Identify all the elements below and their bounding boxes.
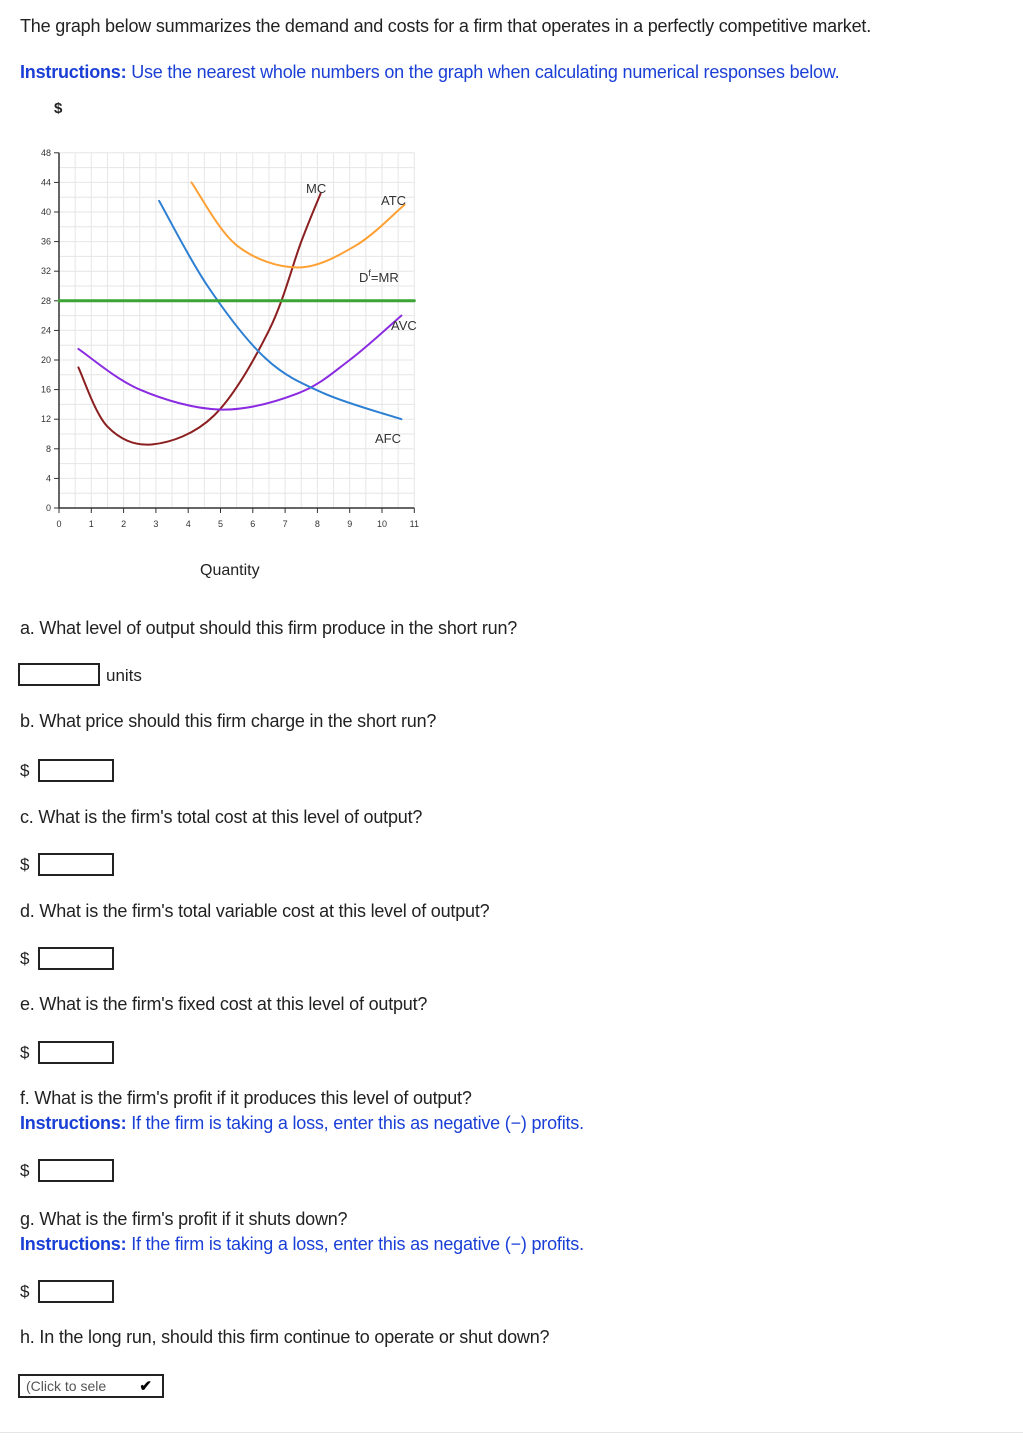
question-g-instructions-text: If the firm is taking a loss, enter this as negative (−) profits. (126, 1234, 584, 1254)
chart-axes (41, 148, 419, 529)
cost-curves-chart (0, 120, 440, 550)
dollar-sign-d: $ (20, 949, 30, 968)
question-e: e. What is the firm's fixed cost at this level of output? (20, 994, 428, 1014)
question-f-instructions-label: Instructions: (20, 1113, 127, 1133)
x-tick-label: 7 (282, 519, 288, 529)
y-tick-label: 48 (40, 147, 51, 158)
intro-text: The graph below summarizes the demand and costs for a firm that operates in a perfectly competitive market. (20, 16, 872, 36)
dollar-sign-g: $ (20, 1282, 30, 1301)
units-label: units (106, 666, 142, 685)
output-units-input[interactable] (18, 663, 100, 686)
x-tick-label: 4 (185, 519, 191, 529)
question-f-instructions-text: If the firm is taking a loss, enter this as negative (−) profits. (126, 1113, 584, 1133)
y-tick-label: 36 (40, 236, 51, 247)
x-tick-label: 3 (153, 519, 159, 529)
chart-grid (59, 153, 414, 508)
dollar-sign-f: $ (20, 1161, 30, 1180)
x-tick-label: 11 (409, 519, 419, 529)
question-g-instructions (20, 1234, 584, 1255)
y-tick-label: 20 (40, 355, 51, 365)
y-tick-label: 0 (45, 503, 51, 513)
y-tick-label: 8 (45, 443, 51, 454)
dollar-sign-c: $ (20, 855, 30, 874)
df-d: D (359, 270, 369, 285)
total-cost-input[interactable] (38, 853, 114, 876)
total-variable-cost-input[interactable] (38, 947, 114, 970)
question-g: g. What is the firm's profit if it shuts down? (20, 1209, 348, 1229)
y-tick-label: 4 (45, 473, 51, 484)
x-tick-label: 8 (314, 519, 320, 529)
question-b: b. What price should this firm charge in the short run? (20, 711, 437, 731)
mc-curve-label: MC (306, 181, 327, 196)
question-g-instructions-label: Instructions: (20, 1234, 127, 1254)
x-tick-label: 6 (250, 519, 256, 529)
afc-curve-label: AFC (375, 431, 401, 446)
df-mr: =MR (370, 270, 399, 285)
dollar-sign-e: $ (20, 1043, 30, 1062)
y-tick-label: 32 (40, 266, 51, 277)
instructions (20, 62, 839, 83)
chevron-down-icon: ✔ (139, 1378, 152, 1395)
price-input[interactable] (38, 759, 114, 782)
fixed-cost-input[interactable] (38, 1041, 114, 1064)
y-tick-label: 44 (40, 177, 51, 188)
y-tick-label: 16 (40, 384, 51, 395)
y-axis-label: $ (54, 100, 63, 117)
y-tick-label: 24 (40, 325, 51, 336)
df-curve-label (359, 268, 399, 285)
df-superscript: f (368, 268, 371, 278)
long-run-decision-select[interactable] (18, 1374, 164, 1398)
instructions-label: Instructions: (20, 62, 127, 82)
question-d: d. What is the firm's total variable cost at this level of output? (20, 901, 490, 921)
x-tick-label: 5 (217, 519, 224, 529)
select-placeholder: (Click to sele (26, 1378, 107, 1394)
x-axis-label: Quantity (200, 562, 260, 579)
instructions-text: Use the nearest whole numbers on the graph when calculating numerical responses below. (126, 62, 840, 82)
avc-curve-label: AVC (391, 318, 417, 333)
afc-curve (159, 201, 401, 419)
question-f-instructions (20, 1113, 584, 1134)
page-bottom-divider (0, 1432, 1023, 1433)
y-tick-label: 12 (40, 414, 51, 425)
profit-shutdown-input[interactable] (38, 1280, 114, 1303)
question-c: c. What is the firm's total cost at this level of output? (20, 807, 423, 827)
y-tick-label: 40 (40, 207, 51, 217)
question-a: a. What level of output should this firm produce in the short run? (20, 618, 518, 638)
x-tick-label: 2 (121, 519, 127, 529)
x-tick-label: 9 (347, 519, 353, 529)
x-tick-label: 1 (88, 519, 94, 529)
question-f: f. What is the firm's profit if it produces this level of output? (20, 1088, 472, 1108)
atc-curve (191, 182, 407, 267)
dollar-sign-b: $ (20, 761, 30, 780)
question-h: h. In the long run, should this firm continue to operate or shut down? (20, 1327, 550, 1347)
x-tick-label: 10 (376, 519, 388, 529)
profit-produce-input[interactable] (38, 1159, 114, 1182)
y-tick-label: 28 (40, 295, 51, 306)
atc-curve-label: ATC (381, 193, 407, 208)
x-tick-label: 0 (56, 519, 62, 529)
